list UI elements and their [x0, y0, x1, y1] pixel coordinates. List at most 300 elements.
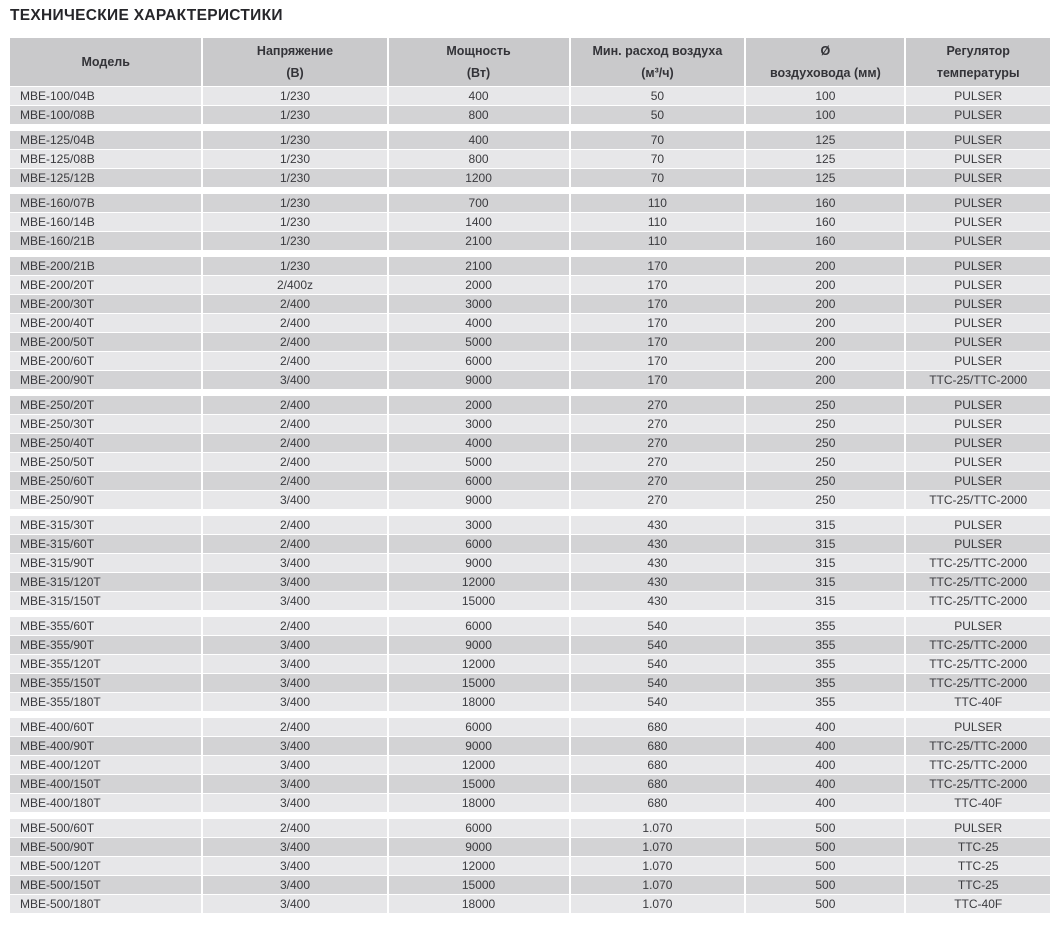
cell-voltage: 1/230: [203, 232, 388, 250]
table-row: [10, 516, 1050, 534]
cell-voltage: 1/230: [203, 169, 388, 187]
column-header-duct: [746, 38, 906, 86]
cell-regulator: TTC-25/TTC-2000: [906, 737, 1050, 755]
cell-regulator: PULSER: [906, 106, 1050, 124]
cell-duct: 250: [746, 396, 906, 414]
cell-model: MBE-160/21B: [10, 232, 203, 250]
cell-duct: 315: [746, 573, 906, 591]
cell-duct: 315: [746, 516, 906, 534]
column-header-line: Регулятор: [946, 44, 1010, 58]
cell-power: 12000: [389, 857, 571, 875]
cell-duct: 200: [746, 314, 906, 332]
model-group-MBE-500: [10, 819, 1050, 913]
cell-power: 700: [389, 194, 571, 212]
cell-power: 1400: [389, 213, 571, 231]
cell-duct: 125: [746, 169, 906, 187]
cell-power: 6000: [389, 617, 571, 635]
cell-regulator: PULSER: [906, 617, 1050, 635]
model-group-MBE-250: [10, 396, 1050, 509]
cell-voltage: 2/400: [203, 295, 388, 313]
model-group-MBE-160: [10, 194, 1050, 250]
cell-regulator: PULSER: [906, 150, 1050, 168]
cell-regulator: PULSER: [906, 535, 1050, 553]
cell-duct: 200: [746, 295, 906, 313]
table-row: [10, 232, 1050, 250]
column-header-line: Ø: [820, 44, 831, 58]
cell-airflow: 1.070: [571, 857, 747, 875]
cell-model: MBE-100/08B: [10, 106, 203, 124]
cell-model: MBE-250/90T: [10, 491, 203, 509]
table-row: [10, 737, 1050, 755]
table-row: [10, 131, 1050, 149]
cell-model: MBE-200/40T: [10, 314, 203, 332]
cell-duct: 315: [746, 535, 906, 553]
cell-duct: 200: [746, 371, 906, 389]
cell-duct: 160: [746, 232, 906, 250]
cell-power: 5000: [389, 333, 571, 351]
cell-regulator: TTC-25: [906, 857, 1050, 875]
cell-model: MBE-355/120T: [10, 655, 203, 673]
cell-duct: 315: [746, 592, 906, 610]
table-row: [10, 415, 1050, 433]
table-row: [10, 396, 1050, 414]
cell-voltage: 2/400: [203, 819, 388, 837]
model-group-MBE-100: [10, 87, 1050, 124]
cell-voltage: 2/400: [203, 453, 388, 471]
cell-voltage: 3/400: [203, 775, 388, 793]
cell-voltage: 3/400: [203, 636, 388, 654]
cell-power: 9000: [389, 838, 571, 856]
cell-model: MBE-355/150T: [10, 674, 203, 692]
cell-power: 6000: [389, 535, 571, 553]
page: [0, 7, 1061, 913]
cell-model: MBE-100/04B: [10, 87, 203, 105]
cell-airflow: 270: [571, 491, 747, 509]
cell-model: MBE-315/30T: [10, 516, 203, 534]
column-header-regulator: [906, 38, 1050, 86]
cell-power: 15000: [389, 876, 571, 894]
table-row: [10, 838, 1050, 856]
cell-airflow: 540: [571, 617, 747, 635]
cell-power: 6000: [389, 819, 571, 837]
cell-model: MBE-250/60T: [10, 472, 203, 490]
cell-regulator: PULSER: [906, 819, 1050, 837]
cell-airflow: 680: [571, 775, 747, 793]
cell-regulator: PULSER: [906, 87, 1050, 105]
cell-model: MBE-250/20T: [10, 396, 203, 414]
cell-voltage: 3/400: [203, 838, 388, 856]
cell-duct: 250: [746, 491, 906, 509]
spec-table: [10, 38, 1050, 913]
table-row: [10, 876, 1050, 894]
cell-regulator: TTC-25: [906, 838, 1050, 856]
cell-airflow: 50: [571, 106, 747, 124]
table-row: [10, 857, 1050, 875]
cell-duct: 160: [746, 194, 906, 212]
table-row: [10, 535, 1050, 553]
cell-duct: 250: [746, 415, 906, 433]
cell-voltage: 1/230: [203, 213, 388, 231]
cell-power: 12000: [389, 655, 571, 673]
cell-duct: 200: [746, 257, 906, 275]
cell-model: MBE-125/08B: [10, 150, 203, 168]
cell-model: MBE-200/90T: [10, 371, 203, 389]
cell-voltage: 1/230: [203, 131, 388, 149]
table-row: [10, 276, 1050, 294]
cell-power: 12000: [389, 573, 571, 591]
cell-regulator: PULSER: [906, 232, 1050, 250]
cell-duct: 400: [746, 737, 906, 755]
cell-power: 3000: [389, 415, 571, 433]
cell-regulator: TTC-25/TTC-2000: [906, 371, 1050, 389]
cell-regulator: PULSER: [906, 434, 1050, 452]
cell-duct: 500: [746, 819, 906, 837]
cell-regulator: PULSER: [906, 415, 1050, 433]
cell-duct: 100: [746, 87, 906, 105]
cell-airflow: 430: [571, 592, 747, 610]
cell-airflow: 110: [571, 213, 747, 231]
table-row: [10, 775, 1050, 793]
cell-model: MBE-125/12B: [10, 169, 203, 187]
cell-regulator: TTC-25/TTC-2000: [906, 655, 1050, 673]
table-row: [10, 453, 1050, 471]
cell-regulator: PULSER: [906, 276, 1050, 294]
cell-power: 9000: [389, 554, 571, 572]
column-header-power: [389, 38, 571, 86]
cell-model: MBE-200/21B: [10, 257, 203, 275]
cell-power: 4000: [389, 314, 571, 332]
cell-regulator: TTC-25/TTC-2000: [906, 756, 1050, 774]
cell-regulator: PULSER: [906, 194, 1050, 212]
cell-regulator: TTC-25: [906, 876, 1050, 894]
cell-model: MBE-400/120T: [10, 756, 203, 774]
cell-duct: 160: [746, 213, 906, 231]
cell-regulator: PULSER: [906, 257, 1050, 275]
column-header-voltage: [203, 38, 388, 86]
cell-regulator: PULSER: [906, 352, 1050, 370]
table-row: [10, 554, 1050, 572]
cell-power: 800: [389, 106, 571, 124]
model-group-MBE-200: [10, 257, 1050, 389]
cell-regulator: PULSER: [906, 131, 1050, 149]
column-header-line: Модель: [81, 55, 130, 69]
cell-regulator: PULSER: [906, 295, 1050, 313]
cell-airflow: 270: [571, 472, 747, 490]
table-row: [10, 169, 1050, 187]
cell-model: MBE-355/60T: [10, 617, 203, 635]
cell-model: MBE-500/180T: [10, 895, 203, 913]
cell-airflow: 70: [571, 169, 747, 187]
cell-model: MBE-500/90T: [10, 838, 203, 856]
cell-airflow: 70: [571, 150, 747, 168]
table-row: [10, 213, 1050, 231]
cell-model: MBE-250/30T: [10, 415, 203, 433]
cell-model: MBE-315/90T: [10, 554, 203, 572]
cell-model: MBE-160/07B: [10, 194, 203, 212]
cell-duct: 200: [746, 276, 906, 294]
cell-duct: 400: [746, 756, 906, 774]
table-row: [10, 434, 1050, 452]
cell-duct: 200: [746, 333, 906, 351]
cell-regulator: PULSER: [906, 472, 1050, 490]
cell-power: 18000: [389, 895, 571, 913]
column-header-line: (м³/ч): [641, 66, 674, 80]
cell-airflow: 540: [571, 636, 747, 654]
cell-power: 1200: [389, 169, 571, 187]
cell-voltage: 2/400: [203, 516, 388, 534]
cell-voltage: 2/400: [203, 434, 388, 452]
cell-duct: 400: [746, 718, 906, 736]
cell-power: 9000: [389, 636, 571, 654]
cell-regulator: PULSER: [906, 333, 1050, 351]
cell-regulator: TTC-40F: [906, 794, 1050, 812]
cell-airflow: 1.070: [571, 876, 747, 894]
cell-duct: 250: [746, 472, 906, 490]
column-header-line: температуры: [936, 66, 1020, 80]
cell-power: 15000: [389, 775, 571, 793]
cell-power: 6000: [389, 718, 571, 736]
cell-regulator: TTC-25/TTC-2000: [906, 674, 1050, 692]
cell-duct: 400: [746, 775, 906, 793]
cell-power: 2100: [389, 232, 571, 250]
cell-regulator: TTC-40F: [906, 693, 1050, 711]
cell-model: MBE-315/150T: [10, 592, 203, 610]
cell-voltage: 3/400: [203, 655, 388, 673]
cell-model: MBE-250/50T: [10, 453, 203, 471]
cell-regulator: PULSER: [906, 453, 1050, 471]
cell-power: 18000: [389, 693, 571, 711]
cell-duct: 500: [746, 895, 906, 913]
cell-airflow: 1.070: [571, 819, 747, 837]
cell-voltage: 2/400z: [203, 276, 388, 294]
cell-airflow: 270: [571, 396, 747, 414]
cell-airflow: 170: [571, 371, 747, 389]
cell-airflow: 1.070: [571, 895, 747, 913]
cell-model: MBE-500/120T: [10, 857, 203, 875]
cell-voltage: 3/400: [203, 857, 388, 875]
table-row: [10, 371, 1050, 389]
cell-voltage: 2/400: [203, 535, 388, 553]
cell-airflow: 540: [571, 674, 747, 692]
table-row: [10, 674, 1050, 692]
cell-voltage: 3/400: [203, 895, 388, 913]
column-header-line: Мощность: [446, 44, 511, 58]
table-row: [10, 693, 1050, 711]
cell-model: MBE-200/60T: [10, 352, 203, 370]
table-body: [10, 87, 1050, 913]
cell-model: MBE-160/14B: [10, 213, 203, 231]
cell-model: MBE-500/150T: [10, 876, 203, 894]
cell-duct: 100: [746, 106, 906, 124]
table-row: [10, 106, 1050, 124]
model-group-MBE-400: [10, 718, 1050, 812]
cell-model: MBE-355/180T: [10, 693, 203, 711]
cell-regulator: TTC-25/TTC-2000: [906, 592, 1050, 610]
cell-duct: 500: [746, 838, 906, 856]
cell-power: 9000: [389, 737, 571, 755]
cell-power: 18000: [389, 794, 571, 812]
cell-regulator: TTC-25/TTC-2000: [906, 491, 1050, 509]
cell-voltage: 2/400: [203, 415, 388, 433]
cell-voltage: 1/230: [203, 257, 388, 275]
cell-power: 4000: [389, 434, 571, 452]
cell-voltage: 3/400: [203, 592, 388, 610]
cell-airflow: 110: [571, 232, 747, 250]
cell-airflow: 680: [571, 737, 747, 755]
column-header-line: (В): [286, 66, 304, 80]
cell-regulator: TTC-25/TTC-2000: [906, 775, 1050, 793]
cell-regulator: PULSER: [906, 213, 1050, 231]
cell-airflow: 170: [571, 276, 747, 294]
cell-duct: 315: [746, 554, 906, 572]
cell-airflow: 680: [571, 718, 747, 736]
table-row: [10, 617, 1050, 635]
cell-model: MBE-200/30T: [10, 295, 203, 313]
cell-model: MBE-400/60T: [10, 718, 203, 736]
cell-duct: 500: [746, 857, 906, 875]
table-row: [10, 794, 1050, 812]
cell-model: MBE-500/60T: [10, 819, 203, 837]
cell-power: 15000: [389, 592, 571, 610]
cell-airflow: 270: [571, 434, 747, 452]
table-row: [10, 718, 1050, 736]
cell-airflow: 50: [571, 87, 747, 105]
cell-power: 3000: [389, 516, 571, 534]
table-row: [10, 491, 1050, 509]
cell-voltage: 1/230: [203, 194, 388, 212]
cell-voltage: 1/230: [203, 87, 388, 105]
cell-voltage: 2/400: [203, 352, 388, 370]
cell-power: 2100: [389, 257, 571, 275]
cell-model: MBE-200/20T: [10, 276, 203, 294]
cell-duct: 400: [746, 794, 906, 812]
cell-airflow: 680: [571, 794, 747, 812]
table-row: [10, 314, 1050, 332]
cell-airflow: 1.070: [571, 838, 747, 856]
cell-power: 400: [389, 87, 571, 105]
cell-model: MBE-400/150T: [10, 775, 203, 793]
cell-duct: 125: [746, 131, 906, 149]
column-header-line: Мин. расход воздуха: [592, 44, 723, 58]
cell-duct: 355: [746, 693, 906, 711]
cell-power: 5000: [389, 453, 571, 471]
cell-airflow: 170: [571, 295, 747, 313]
cell-airflow: 170: [571, 352, 747, 370]
cell-power: 2000: [389, 396, 571, 414]
model-group-MBE-315: [10, 516, 1050, 610]
table-row: [10, 819, 1050, 837]
cell-regulator: TTC-40F: [906, 895, 1050, 913]
cell-duct: 250: [746, 434, 906, 452]
cell-voltage: 3/400: [203, 794, 388, 812]
table-row: [10, 194, 1050, 212]
cell-regulator: TTC-25/TTC-2000: [906, 573, 1050, 591]
cell-voltage: 3/400: [203, 756, 388, 774]
cell-power: 15000: [389, 674, 571, 692]
column-header-line: (Вт): [466, 66, 491, 80]
cell-airflow: 170: [571, 257, 747, 275]
table-row: [10, 257, 1050, 275]
cell-voltage: 3/400: [203, 371, 388, 389]
cell-regulator: PULSER: [906, 169, 1050, 187]
cell-power: 2000: [389, 276, 571, 294]
cell-model: MBE-315/120T: [10, 573, 203, 591]
cell-power: 3000: [389, 295, 571, 313]
cell-voltage: 1/230: [203, 150, 388, 168]
cell-power: 9000: [389, 491, 571, 509]
cell-airflow: 430: [571, 535, 747, 553]
cell-power: 800: [389, 150, 571, 168]
table-header-row: [10, 38, 1050, 86]
cell-power: 6000: [389, 472, 571, 490]
cell-voltage: 2/400: [203, 472, 388, 490]
cell-airflow: 540: [571, 655, 747, 673]
cell-duct: 355: [746, 674, 906, 692]
cell-airflow: 170: [571, 314, 747, 332]
cell-airflow: 430: [571, 573, 747, 591]
cell-voltage: 2/400: [203, 718, 388, 736]
cell-voltage: 2/400: [203, 314, 388, 332]
table-row: [10, 295, 1050, 313]
table-row: [10, 756, 1050, 774]
cell-model: MBE-250/40T: [10, 434, 203, 452]
cell-power: 12000: [389, 756, 571, 774]
cell-duct: 200: [746, 352, 906, 370]
cell-model: MBE-200/50T: [10, 333, 203, 351]
cell-duct: 355: [746, 617, 906, 635]
cell-regulator: PULSER: [906, 314, 1050, 332]
table-row: [10, 352, 1050, 370]
cell-voltage: 1/230: [203, 106, 388, 124]
table-row: [10, 87, 1050, 105]
cell-voltage: 2/400: [203, 333, 388, 351]
page-title: ТЕХНИЧЕСКИЕ ХАРАКТЕРИСТИКИ: [10, 7, 283, 24]
model-group-MBE-125: [10, 131, 1050, 187]
cell-power: 9000: [389, 371, 571, 389]
cell-power: 6000: [389, 352, 571, 370]
table-row: [10, 150, 1050, 168]
table-row: [10, 472, 1050, 490]
cell-voltage: 3/400: [203, 491, 388, 509]
cell-duct: 500: [746, 876, 906, 894]
column-header-model: [10, 38, 203, 86]
cell-model: MBE-400/90T: [10, 737, 203, 755]
cell-voltage: 3/400: [203, 693, 388, 711]
cell-airflow: 270: [571, 453, 747, 471]
table-row: [10, 333, 1050, 351]
cell-model: MBE-125/04B: [10, 131, 203, 149]
cell-voltage: 2/400: [203, 617, 388, 635]
cell-airflow: 170: [571, 333, 747, 351]
cell-regulator: TTC-25/TTC-2000: [906, 554, 1050, 572]
cell-power: 400: [389, 131, 571, 149]
table-row: [10, 636, 1050, 654]
cell-regulator: PULSER: [906, 516, 1050, 534]
column-header-line: Напряжение: [256, 44, 334, 58]
cell-airflow: 430: [571, 554, 747, 572]
table-row: [10, 573, 1050, 591]
cell-voltage: 3/400: [203, 573, 388, 591]
column-header-airflow: [571, 38, 747, 86]
model-group-MBE-355: [10, 617, 1050, 711]
cell-airflow: 70: [571, 131, 747, 149]
cell-airflow: 430: [571, 516, 747, 534]
cell-voltage: 3/400: [203, 737, 388, 755]
table-row: [10, 895, 1050, 913]
cell-duct: 250: [746, 453, 906, 471]
cell-voltage: 3/400: [203, 554, 388, 572]
cell-voltage: 3/400: [203, 876, 388, 894]
